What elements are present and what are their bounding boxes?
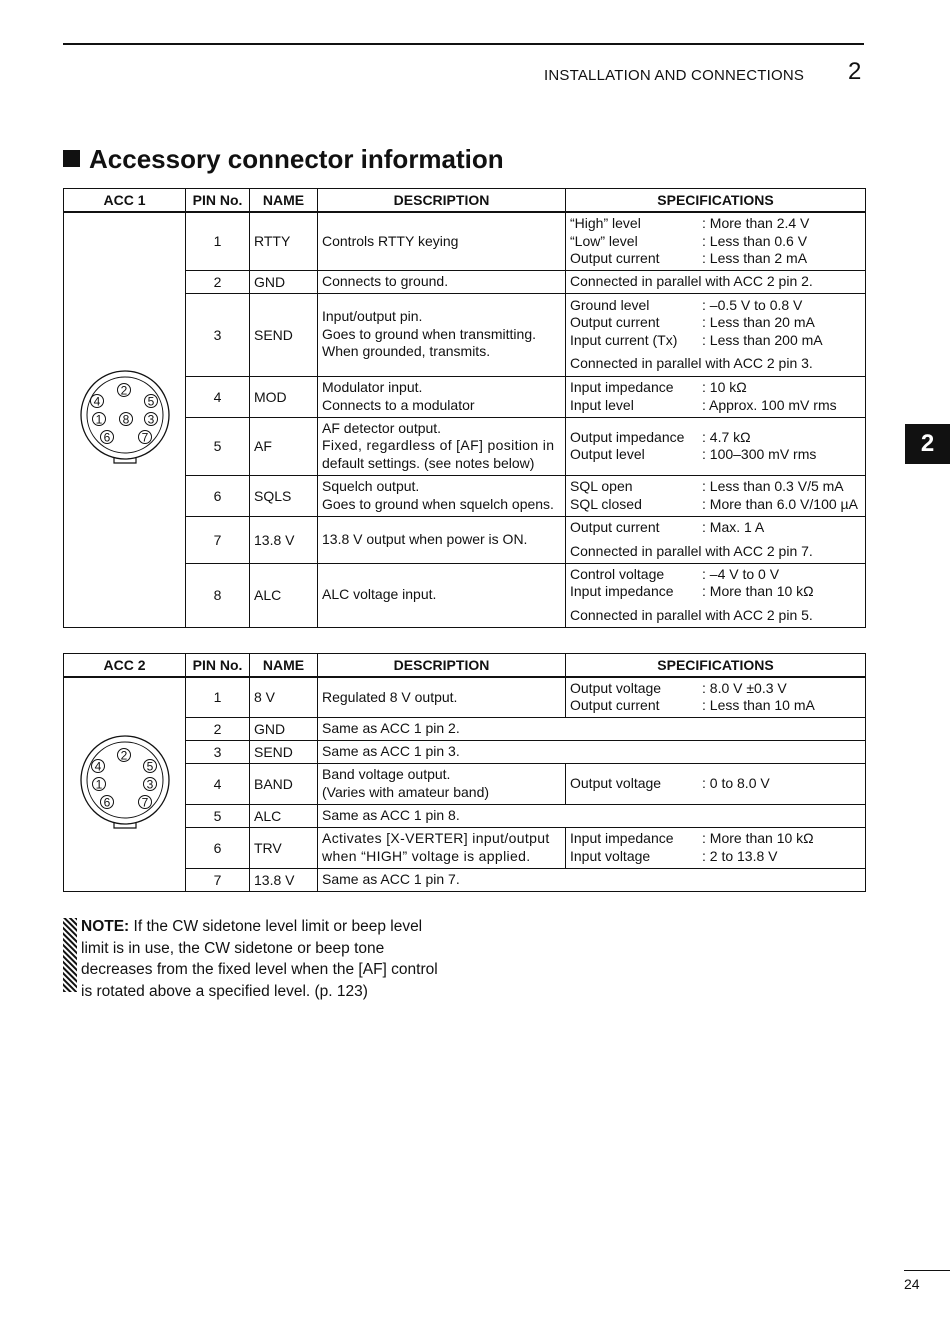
connector-pin-label: 4 (94, 759, 101, 774)
acc2-header-row (64, 654, 866, 678)
spec-value: : Max. 1 A (702, 519, 765, 535)
specifications-cell (566, 293, 866, 376)
spec-line (570, 775, 861, 793)
description-cell (318, 270, 566, 293)
spec-value: : –0.5 V to 0.8 V (702, 296, 803, 313)
spec-line (570, 429, 861, 447)
spec-parameter: “Low” level (570, 232, 638, 249)
acc1-header-name: NAME (250, 189, 318, 213)
specifications-cell (566, 270, 866, 293)
spec-line (570, 250, 861, 268)
spec-parameter: Input impedance (570, 830, 674, 846)
spec-value: : –4 V to 0 V (702, 565, 780, 582)
specifications-cell (566, 677, 866, 717)
chapter-title: INSTALLATION AND CONNECTIONS (544, 67, 805, 84)
specifications-cell (566, 516, 866, 563)
connector-pin-label: 3 (147, 412, 154, 427)
pin-number-cell: 7 (186, 516, 250, 563)
description-cell (318, 417, 566, 475)
spec-value: : Less than 20 mA (702, 314, 815, 330)
spec-line (570, 566, 861, 584)
description-line: Same as ACC 1 pin 2. (322, 719, 460, 736)
spec-parameter: Output voltage (570, 774, 662, 791)
description-cell (318, 763, 566, 804)
pin-name-cell: SEND (250, 740, 318, 763)
spec-parameter: SQL open (570, 478, 633, 494)
description-cell (318, 516, 566, 563)
description-line: Fixed, regardless of [AF] position in (322, 437, 555, 454)
acc2-header-name: NAME (250, 654, 318, 678)
spec-note: Connected in parallel with ACC 2 pin 7. (570, 542, 813, 559)
acc1-connector-cell (64, 212, 186, 627)
pin-number-cell: 8 (186, 563, 250, 627)
description-cell (318, 563, 566, 627)
pin-name-cell: MOD (250, 376, 318, 417)
description-cell (318, 475, 566, 516)
acc2-connector-diagram (77, 735, 173, 831)
connector-pin-label: 6 (103, 795, 110, 810)
description-line: ALC voltage input. (322, 586, 437, 603)
acc1-header-pin: PIN No. (186, 189, 250, 213)
pin-number-cell: 3 (186, 740, 250, 763)
connector-pin-label: 4 (93, 394, 100, 409)
spec-value: : 10 kΩ (702, 379, 747, 395)
description-cell (318, 212, 566, 270)
description-line: Same as ACC 1 pin 3. (322, 742, 460, 759)
connector-pin-label: 3 (146, 777, 153, 792)
header-rule (63, 43, 864, 45)
spec-parameter: Input level (570, 396, 634, 413)
description-line: Regulated 8 V output. (322, 688, 458, 705)
spec-value: : 0 to 8.0 V (702, 774, 770, 791)
spec-value: : More than 10 kΩ (702, 830, 814, 846)
note-block (63, 916, 453, 1002)
acc1-connector-diagram (77, 370, 173, 466)
connector-pin-label: 7 (141, 795, 148, 810)
spec-parameter: Input voltage (570, 847, 651, 864)
pin-number-cell: 7 (186, 868, 250, 891)
footer-rule (904, 1270, 950, 1271)
pin-name-cell: RTTY (250, 212, 318, 270)
note-hatch-icon (63, 918, 77, 992)
pin-name-cell: AF (250, 417, 318, 475)
description-line: When grounded, transmits. (322, 343, 491, 360)
acc1-header-connector: ACC 1 (64, 189, 186, 213)
spec-parameter: Input impedance (570, 583, 674, 600)
pin-name-cell: SQLS (250, 475, 318, 516)
pin-number-cell: 3 (186, 293, 250, 376)
spec-parameter: Output current (570, 250, 660, 266)
spec-line (570, 830, 861, 848)
pin-name-cell: 13.8 V (250, 516, 318, 563)
spec-value: : 8.0 V ±0.3 V (702, 679, 787, 696)
connector-pin-label: 2 (120, 383, 127, 398)
description-line: default settings. (see notes below) (322, 454, 535, 471)
spec-value: : 2 to 13.8 V (702, 847, 778, 864)
acc2-header-specifications: SPECIFICATIONS (566, 654, 866, 678)
spec-value: : 4.7 kΩ (702, 428, 751, 445)
pin-name-cell: 13.8 V (250, 868, 318, 891)
pin-number-cell: 1 (186, 677, 250, 717)
spec-parameter: “High” level (570, 215, 641, 231)
connector-pin-label: 5 (147, 394, 154, 409)
description-line: Modulator input. (322, 379, 423, 395)
spec-value: : More than 10 kΩ (702, 583, 814, 600)
chapter-side-tab: 2 (905, 424, 950, 464)
pin-name-cell: TRV (250, 827, 318, 868)
connector-pin-label: 1 (95, 412, 102, 427)
description-line: Same as ACC 1 pin 7. (322, 870, 460, 887)
spec-line (570, 478, 861, 496)
acc1-header-specifications: SPECIFICATIONS (566, 189, 866, 213)
spec-note: Connected in parallel with ACC 2 pin 2. (570, 272, 813, 289)
description-line: Goes to ground when transmitting. (322, 325, 537, 342)
description-line: Input/output pin. (322, 308, 423, 325)
specifications-cell (566, 563, 866, 627)
pin-number-cell: 2 (186, 717, 250, 740)
pin-name-cell: ALC (250, 563, 318, 627)
acc2-header-description: DESCRIPTION (318, 654, 566, 678)
description-cell (318, 293, 566, 376)
description-line: Connects to a modulator (322, 396, 475, 413)
spec-parameter: Output current (570, 314, 660, 330)
spec-parameter: Input current (Tx) (570, 331, 678, 348)
pin-name-cell: SEND (250, 293, 318, 376)
spec-note: Connected in parallel with ACC 2 pin 5. (570, 606, 813, 623)
spec-value: : Approx. 100 mV rms (702, 396, 837, 413)
pin-name-cell: 8 V (250, 677, 318, 717)
section-heading (63, 144, 504, 175)
description-cell (318, 376, 566, 417)
spec-value: : 100–300 mV rms (702, 446, 817, 462)
spec-value: : Less than 0.6 V (702, 232, 808, 249)
connector-pin-label: 2 (120, 748, 127, 763)
description-line: Same as ACC 1 pin 8. (322, 806, 460, 823)
acc1-table (63, 188, 866, 628)
spec-line (570, 397, 861, 415)
pin-number-cell: 1 (186, 212, 250, 270)
description-line: Connects to ground. (322, 272, 449, 289)
chapter-number: 2 (848, 58, 862, 85)
pin-number-cell: 2 (186, 270, 250, 293)
specifications-cell (566, 475, 866, 516)
page-number: 24 (904, 1276, 920, 1292)
connector-pin-label: 5 (146, 759, 153, 774)
spec-line (570, 697, 861, 715)
description-line: Controls RTTY keying (322, 232, 459, 249)
spec-line (570, 519, 861, 537)
connector-pin-label: 7 (141, 430, 148, 445)
acc1-header-description: DESCRIPTION (318, 189, 566, 213)
specifications-cell (566, 417, 866, 475)
spec-note: Connected in parallel with ACC 2 pin 3. (570, 355, 813, 371)
spec-parameter: Output current (570, 697, 660, 714)
spec-line (570, 297, 861, 315)
specifications-cell (566, 763, 866, 804)
spec-parameter: Output voltage (570, 679, 662, 696)
pin-number-cell: 5 (186, 804, 250, 827)
connector-pin-label: 1 (95, 777, 102, 792)
spec-value: : Less than 200 mA (702, 331, 823, 348)
spec-line (570, 680, 861, 698)
acc1-header-row (64, 189, 866, 213)
description-cell (318, 868, 866, 891)
pin-name-cell: ALC (250, 804, 318, 827)
acc2-header-connector: ACC 2 (64, 654, 186, 678)
spec-line (570, 314, 861, 332)
specifications-cell (566, 212, 866, 270)
acc2-header-pin: PIN No. (186, 654, 250, 678)
spec-parameter: SQL closed (570, 495, 642, 512)
spec-value: : Less than 2 mA (702, 250, 808, 266)
spec-line (570, 215, 861, 233)
spec-value: : More than 2.4 V (702, 215, 810, 231)
description-line: when “HIGH” voltage is applied. (322, 847, 531, 864)
description-line: Band voltage output. (322, 766, 451, 782)
pin-name-cell: GND (250, 717, 318, 740)
spec-parameter: Control voltage (570, 565, 665, 582)
specifications-cell (566, 376, 866, 417)
note-body: If the CW sidetone level limit or beep level limit is in use, the CW sidetone or beep tone decreases from the fixed level when the [AF] control is rotated above a specified level. (p. 123) (81, 918, 438, 1000)
pin-number-cell: 6 (186, 827, 250, 868)
pin-name-cell: BAND (250, 763, 318, 804)
section-heading-text: Accessory connector information (89, 144, 504, 174)
specifications-cell (566, 827, 866, 868)
spec-parameter: Output level (570, 446, 645, 462)
description-line: 13.8 V output when power is ON. (322, 530, 528, 547)
spec-line (570, 332, 861, 350)
connector-pin-label: 8 (122, 412, 129, 427)
spec-parameter: Output impedance (570, 428, 685, 445)
description-line: Squelch output. (322, 478, 420, 494)
description-cell (318, 677, 566, 717)
acc2-connector-cell (64, 677, 186, 891)
description-cell (318, 740, 866, 763)
description-line: Goes to ground when squelch opens. (322, 495, 554, 512)
note-text (81, 916, 453, 1002)
pin-number-cell: 4 (186, 763, 250, 804)
pin-name-cell: GND (250, 270, 318, 293)
pin-number-cell: 4 (186, 376, 250, 417)
spec-value: : Less than 0.3 V/5 mA (702, 478, 844, 494)
spec-line (570, 379, 861, 397)
acc1-row-pin-1 (64, 212, 866, 270)
acc2-table (63, 653, 866, 892)
description-cell (318, 717, 866, 740)
pin-number-cell: 5 (186, 417, 250, 475)
spec-value: : More than 6.0 V/100 µA (702, 495, 858, 512)
spec-parameter: Input impedance (570, 379, 674, 395)
spec-line (570, 583, 861, 601)
description-line: Activates [X-VERTER] input/output (322, 830, 550, 846)
spec-value: : Less than 10 mA (702, 697, 815, 714)
note-label: NOTE: (81, 918, 130, 935)
pin-number-cell: 6 (186, 475, 250, 516)
square-bullet-icon (63, 150, 80, 167)
acc2-row-pin-1 (64, 677, 866, 717)
spec-line (570, 496, 861, 514)
description-line: (Varies with amateur band) (322, 783, 490, 800)
spec-parameter: Output current (570, 519, 660, 535)
description-cell (318, 804, 866, 827)
description-cell (318, 827, 566, 868)
description-line: AF detector output. (322, 419, 442, 436)
spec-line (570, 446, 861, 464)
spec-line (570, 233, 861, 251)
spec-line (570, 848, 861, 866)
spec-parameter: Ground level (570, 296, 650, 313)
connector-pin-label: 6 (103, 430, 110, 445)
